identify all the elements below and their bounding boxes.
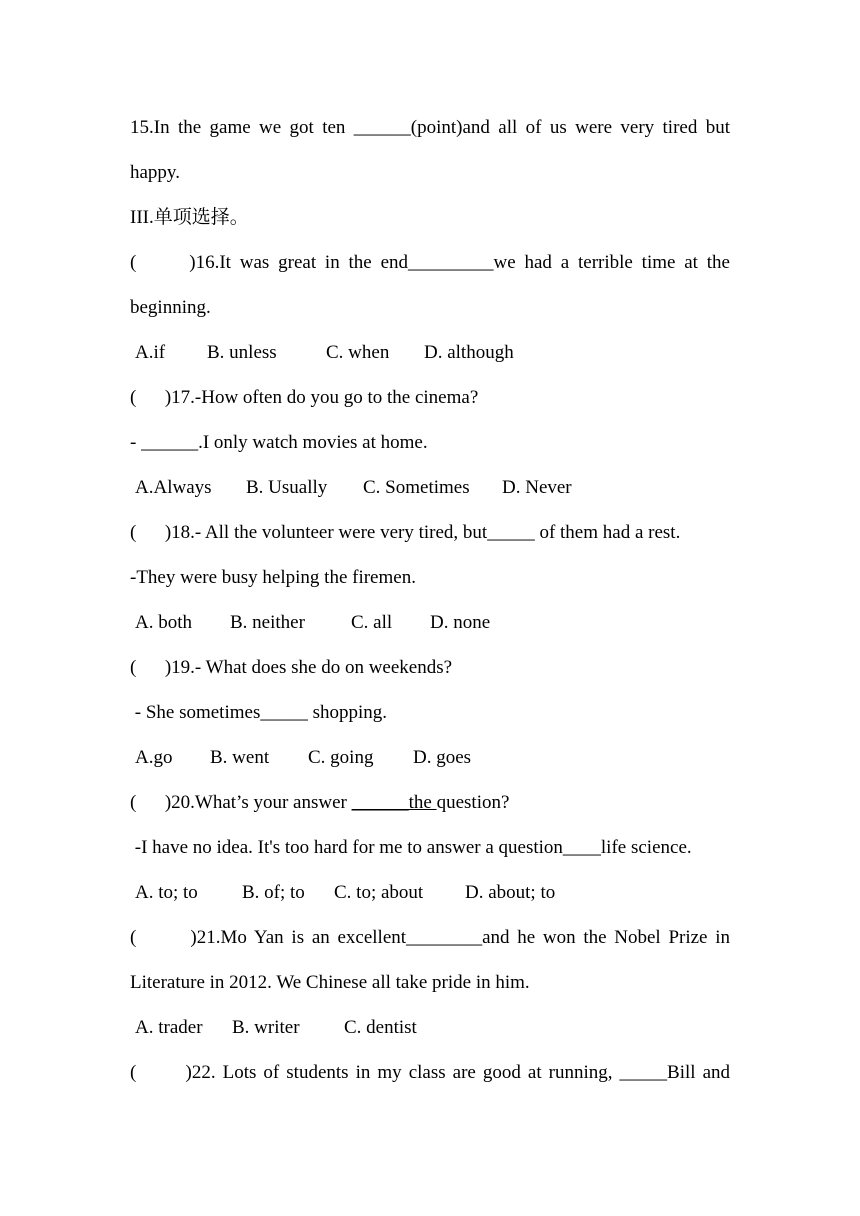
q19-stem: [130, 656, 730, 680]
q20-options: [135, 881, 735, 905]
section-heading: III.单项选择。: [130, 207, 249, 228]
q15-text-after: (point)and all of us were very tired but: [410, 117, 730, 138]
q20-reply-text: -I have no idea. It's too hard for me to answer a question: [130, 837, 563, 858]
q20-option-b: B. of; to: [242, 882, 305, 903]
q16-option-c: C. when: [326, 342, 390, 363]
q18-text: 18.- All the volunteer were very tired, but: [171, 522, 488, 543]
q20-blank-2: ____: [562, 837, 601, 858]
q17-reply-dash: -: [130, 432, 142, 453]
q21-text-after: and he won the Nobel Prize in: [482, 927, 730, 948]
q16-options: [135, 341, 735, 365]
q21-answer-paren: ( ): [130, 927, 197, 948]
q16-stem: [130, 251, 730, 275]
q18-reply: -They were busy helping the firemen.: [130, 567, 416, 588]
q18-option-a: A. both: [135, 612, 192, 633]
q18-stem: [130, 521, 730, 545]
q21-stem: [130, 926, 730, 950]
q19-option-d: D. goes: [413, 747, 472, 768]
q15-blank: ______: [353, 117, 411, 138]
q20-reply-text-after: life science.: [600, 837, 692, 858]
q22-stem: [130, 1061, 730, 1085]
q19-option-c: C. going: [308, 747, 374, 768]
q19-answer-paren: ( ): [130, 657, 172, 678]
q21-option-b: B. writer: [232, 1017, 300, 1038]
q15-line-2: happy.: [130, 162, 180, 183]
q16-answer-paren: ( ): [130, 252, 196, 273]
q17-answer-paren: ( ): [130, 387, 172, 408]
q20-option-c: C. to; about: [334, 882, 424, 903]
q17-options: [135, 476, 735, 500]
q18-option-c: C. all: [351, 612, 393, 633]
q18-option-d: D. none: [430, 612, 491, 633]
q16-option-d: D. although: [424, 342, 514, 363]
q19-reply: [130, 701, 730, 725]
q20-option-a: A. to; to: [135, 882, 198, 903]
q22-text-after: Bill and: [667, 1062, 731, 1083]
q16-option-b: B. unless: [207, 342, 277, 363]
q16-text-after: we had a terrible time at the: [493, 252, 730, 273]
q17-option-c: C. Sometimes: [363, 477, 470, 498]
q21-option-a: A. trader: [135, 1017, 203, 1038]
q16-blank: _________: [408, 252, 494, 273]
q15-text: 15.In the game we got ten: [130, 117, 354, 138]
q19-options: [135, 746, 735, 770]
q18-answer-paren: ( ): [130, 522, 172, 543]
q17-blank: ______: [141, 432, 199, 453]
q16-text: 16.It was great in the end: [195, 252, 408, 273]
q17-text: 17.-How often do you go to the cinema?: [171, 387, 479, 408]
q19-text: 19.- What does she do on weekends?: [171, 657, 453, 678]
q20-reply: [130, 836, 730, 860]
q21-options: [135, 1016, 735, 1040]
q20-blank: ______the: [351, 792, 437, 813]
q20-option-d: D. about; to: [465, 882, 556, 903]
q17-option-b: B. Usually: [246, 477, 328, 498]
q17-reply: [130, 431, 730, 455]
q18-blank: _____: [487, 522, 535, 543]
q22-blank: _____: [619, 1062, 668, 1083]
q18-text-after: of them had a rest.: [534, 522, 681, 543]
q19-reply-text-after: shopping.: [307, 702, 388, 723]
q19-reply-text: - She sometimes: [130, 702, 261, 723]
q22-text: 22. Lots of students in my class are good at running,: [191, 1062, 620, 1083]
q21-text: 21.Mo Yan is an excellent: [196, 927, 407, 948]
q22-answer-paren: ( ): [130, 1062, 192, 1083]
q19-option-b: B. went: [210, 747, 270, 768]
q16-stem-line-2: beginning.: [130, 297, 211, 318]
q20-answer-paren: ( ): [130, 792, 172, 813]
q21-blank: ________: [406, 927, 483, 948]
q17-option-a: A.Always: [135, 477, 212, 498]
q20-text: 20.What’s your answer: [171, 792, 352, 813]
q20-text-after: question?: [436, 792, 510, 813]
q17-stem: [130, 386, 730, 410]
q19-blank: _____: [260, 702, 308, 723]
q19-option-a: A.go: [135, 747, 173, 768]
q17-reply-text: .I only watch movies at home.: [198, 432, 428, 453]
q16-option-a: A.if: [135, 342, 166, 363]
q17-option-d: D. Never: [502, 477, 572, 498]
q18-option-b: B. neither: [230, 612, 305, 633]
q21-stem-line-2: Literature in 2012. We Chinese all take pride in him.: [130, 972, 530, 993]
q21-option-c: C. dentist: [344, 1017, 417, 1038]
q18-options: [135, 611, 735, 635]
q15-line-1: [130, 116, 730, 140]
q20-stem: [130, 791, 730, 815]
